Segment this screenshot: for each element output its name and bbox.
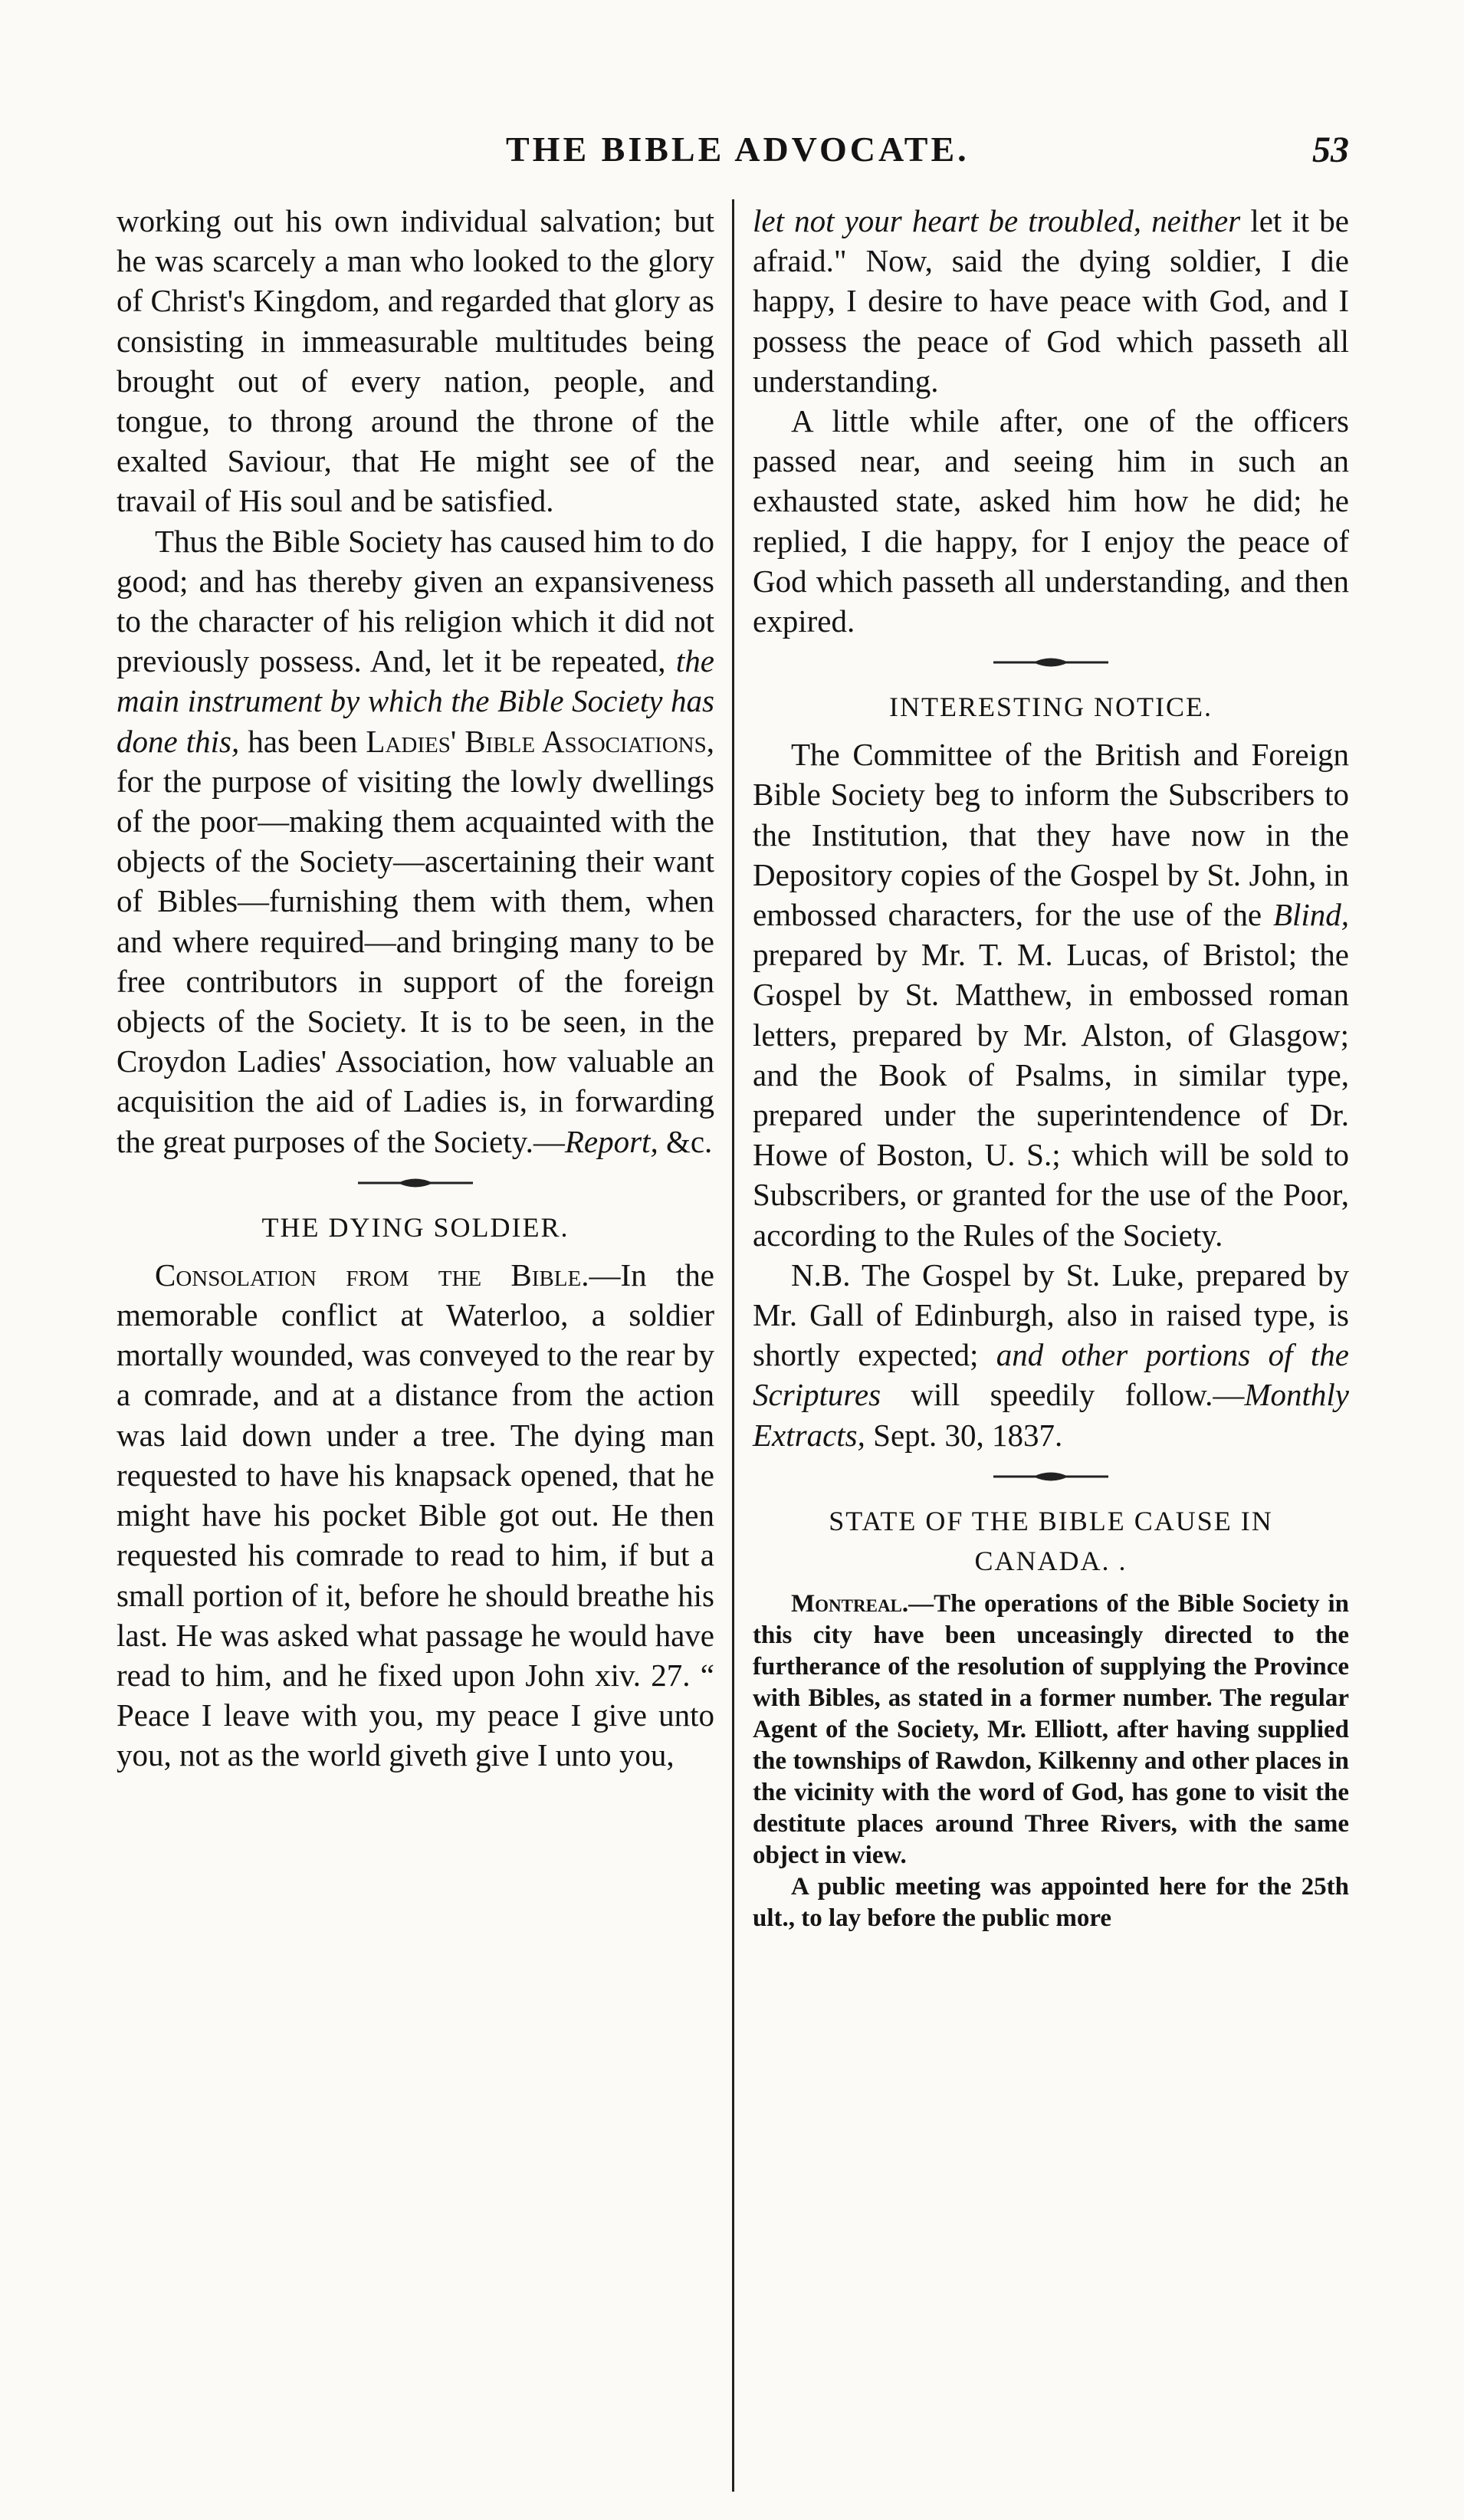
text-run: let it be afraid." Now, said the dying soldier, I die happy, I desire to have peace with God, and I possess the peace of God which passeth all understanding. [753, 203, 1349, 399]
ornament-divider [117, 1161, 714, 1204]
small-caps-phrase: Ladies' Bible Associations, [366, 723, 715, 759]
text-run: —The operations of the Bible Society in this city have been unceasingly directed to the furtherance of the resolution of supplying the Province with Bibles, as stated in a former number. The regular Agent of the Society, Mr. Elliott, after having supplied the townships of Rawdon, Kilkenny and other places in the vicinity with the word of God, has gone to visit the destitute places around Three Rivers, with the same object in view. [753, 1589, 1349, 1869]
text-run: The Committee of the British and Foreign Bible Society beg to inform the Subscribers to the Institution, that they have now in the Depository copies of the Gospel by St. John, in embossed characters, for the use of the [753, 737, 1349, 933]
text-run: —In the memorable conflict at Waterloo, a soldier mortally wounded, was conveyed to the rear by a comrade, and at a distance from the action was laid down under a tree. The dying man requested to have his knapsack opened, that he might have his pocket Bible got out. He then requested his comrade to read to him, if but a small portion of it, before he should breathe his last. He was asked what passage he would have read to him, and he fixed upon John xiv. 27. “ Peace I leave with you, my peace I give unto you, not as the world giveth give I unto you, [117, 1257, 714, 1773]
running-head [460, 129, 1349, 182]
ornament-divider [753, 1455, 1349, 1498]
left-column [117, 201, 714, 1776]
paragraph-ladies-associations [117, 521, 714, 1161]
italic-phrase: the main instrument by which the Bible Society has done this, [117, 643, 714, 759]
ornament-icon [358, 1175, 473, 1191]
running-title: THE BIBLE ADVOCATE. [506, 130, 970, 169]
italic-phrase: Blind, [1272, 897, 1350, 933]
paragraph-nota-bene [753, 1255, 1349, 1455]
text-run: Thus the Bible Society has caused him to do good; and has thereby given an expansiveness to the character of his religion which it did not previously possess. And, let it be repeated, [117, 523, 714, 679]
source-citation: Report, [564, 1123, 658, 1159]
right-column [753, 201, 1349, 1934]
text-run: for the purpose of visiting the lowly dwellings of the poor—making them acquainted with the objects of the Society—ascertaining their want of Bibles—furnishing them with them, when and where required—and bringing many to be free contributors in support of the foreign objects of the Society. It is to be seen, in the Croydon Ladies' Association, how valuable an acquisition the aid of Ladies is, in forwarding the great purposes of the Society.— [117, 763, 714, 1159]
ornament-icon [993, 1469, 1108, 1484]
small-caps-phrase: Montreal. [791, 1589, 909, 1618]
source-citation: Monthly Extracts, [753, 1377, 1349, 1453]
text-run: has been [248, 723, 358, 759]
paragraph-montreal [753, 1589, 1349, 1871]
section-heading-dying-soldier: THE DYING SOLDIER. [261, 1211, 570, 1243]
small-caps-phrase: Consolation from the Bible. [155, 1257, 589, 1293]
section-heading-interesting-notice: INTERESTING NOTICE. [889, 692, 1213, 723]
text-run: N.B. The Gospel by St. Luke, prepared by Mr. Gall of Edinburgh, also in raised type, is shortly expected; [753, 1257, 1349, 1373]
italic-phrase: let not your heart be troubled, neither [753, 203, 1241, 238]
text-run: &c. [665, 1123, 713, 1159]
paragraph-waterloo [117, 1255, 714, 1776]
paragraph-committee [753, 734, 1349, 1255]
paragraph-public-meeting: A public meeting was appointed here for the 25th ult., to lay before the public more [753, 1872, 1349, 1932]
paragraph-glory: working out his own individual salvation; but he was scarcely a man who looked to the glory of Christ's Kingdom, and regarded that glory as consisting in immeasurable multitudes being brought out of every nation, people, and tongue, to throng around the throne of the exalted Saviour, that He might see of the travail of His soul and be satisfied. [117, 203, 714, 519]
ornament-icon [993, 655, 1108, 670]
heading-line: CANADA. . [974, 1545, 1128, 1576]
section-heading-canada [753, 1501, 1349, 1581]
paragraph-peace [753, 201, 1349, 401]
page-number: 53 [1312, 130, 1349, 170]
column-rule [732, 199, 734, 2492]
paragraph-expired: A little while after, one of the officers passed near, and seeing him in such an exhausted state, asked him how he did; he replied, I die happy, for I enjoy the peace of God which passeth all understanding, and then expired. [753, 403, 1349, 639]
text-run: will speedily follow.— [911, 1377, 1245, 1413]
italic-phrase: and other portions of the Scriptures [753, 1337, 1350, 1413]
text-run: prepared by Mr. T. M. Lucas, of Bristol; the Gospel by St. Matthew, in embossed roman letters, prepared by Mr. Alston, of Glasgow; and the Book of Psalms, in similar type, prepared under the superintendence of Dr. Howe of Boston, U. S.; which will be sold to Subscribers, or granted for the use of the Poor, according to the Rules of the Society. [753, 937, 1349, 1253]
ornament-divider [753, 641, 1349, 684]
heading-line: STATE OF THE BIBLE CAUSE IN [829, 1505, 1273, 1536]
text-run: Sept. 30, 1837. [873, 1417, 1063, 1453]
